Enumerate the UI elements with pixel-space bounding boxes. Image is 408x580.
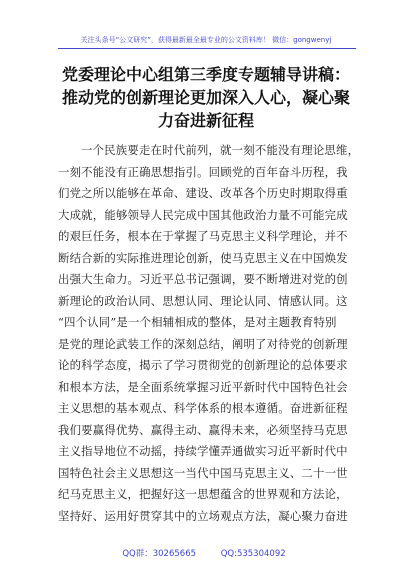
body-line: 一个民族要走在时代前列，就一刻不能没有理论思维， bbox=[81, 143, 360, 157]
footer-qq-group: QQ群：30265665 bbox=[122, 549, 197, 559]
document-title bbox=[56, 63, 356, 132]
title-line: 党委理论中心组第三季度专题辅导讲稿： bbox=[61, 65, 350, 84]
body-line: 纪马克思主义，把握好这一思想蕴含的世界观和方法论， bbox=[58, 487, 348, 501]
body-line: 论的科学态度，揭示了学习贯彻党的创新理论的总体要求 bbox=[58, 358, 348, 372]
title-line: 力奋进新征程 bbox=[157, 111, 254, 130]
body-paragraph bbox=[58, 140, 360, 527]
body-line: 新理论的政治认同、思想认同、理论认同、情感认同。这 bbox=[58, 293, 348, 308]
footer-qq: QQ:535304092 bbox=[220, 549, 286, 559]
title-line: 推动党的创新理论更加深入人心，凝心聚 bbox=[61, 88, 350, 107]
header-banner: 关注头条号“公文研究”，获得最新最全最专业的公文资料库！ 微信：gongwenyj bbox=[80, 36, 332, 44]
footer-contact bbox=[0, 548, 408, 560]
body-line: 和根本方法，是全面系统掌握习近平新时代中国特色社会 bbox=[58, 379, 348, 394]
body-line: 的艰巨任务，根本在于掌握了马克思主义科学理论，并不 bbox=[58, 229, 348, 243]
body-line: 断结合新的实际推进理论创新，使马克思主义在中国焕发 bbox=[58, 250, 348, 265]
body-line: 主义思想的基本观点、科学体系的根本遵循。奋进新征程 bbox=[58, 401, 348, 415]
header-rule bbox=[58, 48, 356, 49]
body-line: “四个认同”是一个相辅相成的整体，是对主题教育特别 bbox=[58, 315, 337, 329]
body-line: 坚持好、运用好贯穿其中的立场观点方法，凝心聚力奋进 bbox=[58, 508, 348, 523]
body-line: 我们要赢得优势、赢得主动、赢得未来，必须坚持马克思 bbox=[58, 422, 348, 437]
body-line: 们党之所以能够在革命、建设、改革各个历史时期取得重 bbox=[58, 186, 348, 200]
body-line: 出强大生命力。习近平总书记强调，要不断增进对党的创 bbox=[58, 272, 348, 286]
body-line: 大成就，能够领导人民完成中国其他政治力量不可能完成 bbox=[58, 207, 348, 222]
body-line: 是党的理论武装工作的深刻总结，阐明了对待党的创新理 bbox=[58, 336, 348, 351]
body-line: 一刻不能没有正确思想指引。回顾党的百年奋斗历程，我 bbox=[58, 164, 348, 179]
body-line: 主义指导地位不动摇，持续学懂弄通做实习近平新时代中 bbox=[58, 444, 348, 458]
body-line: 国特色社会主义思想这一当代中国马克思主义、二十一世 bbox=[58, 465, 348, 480]
